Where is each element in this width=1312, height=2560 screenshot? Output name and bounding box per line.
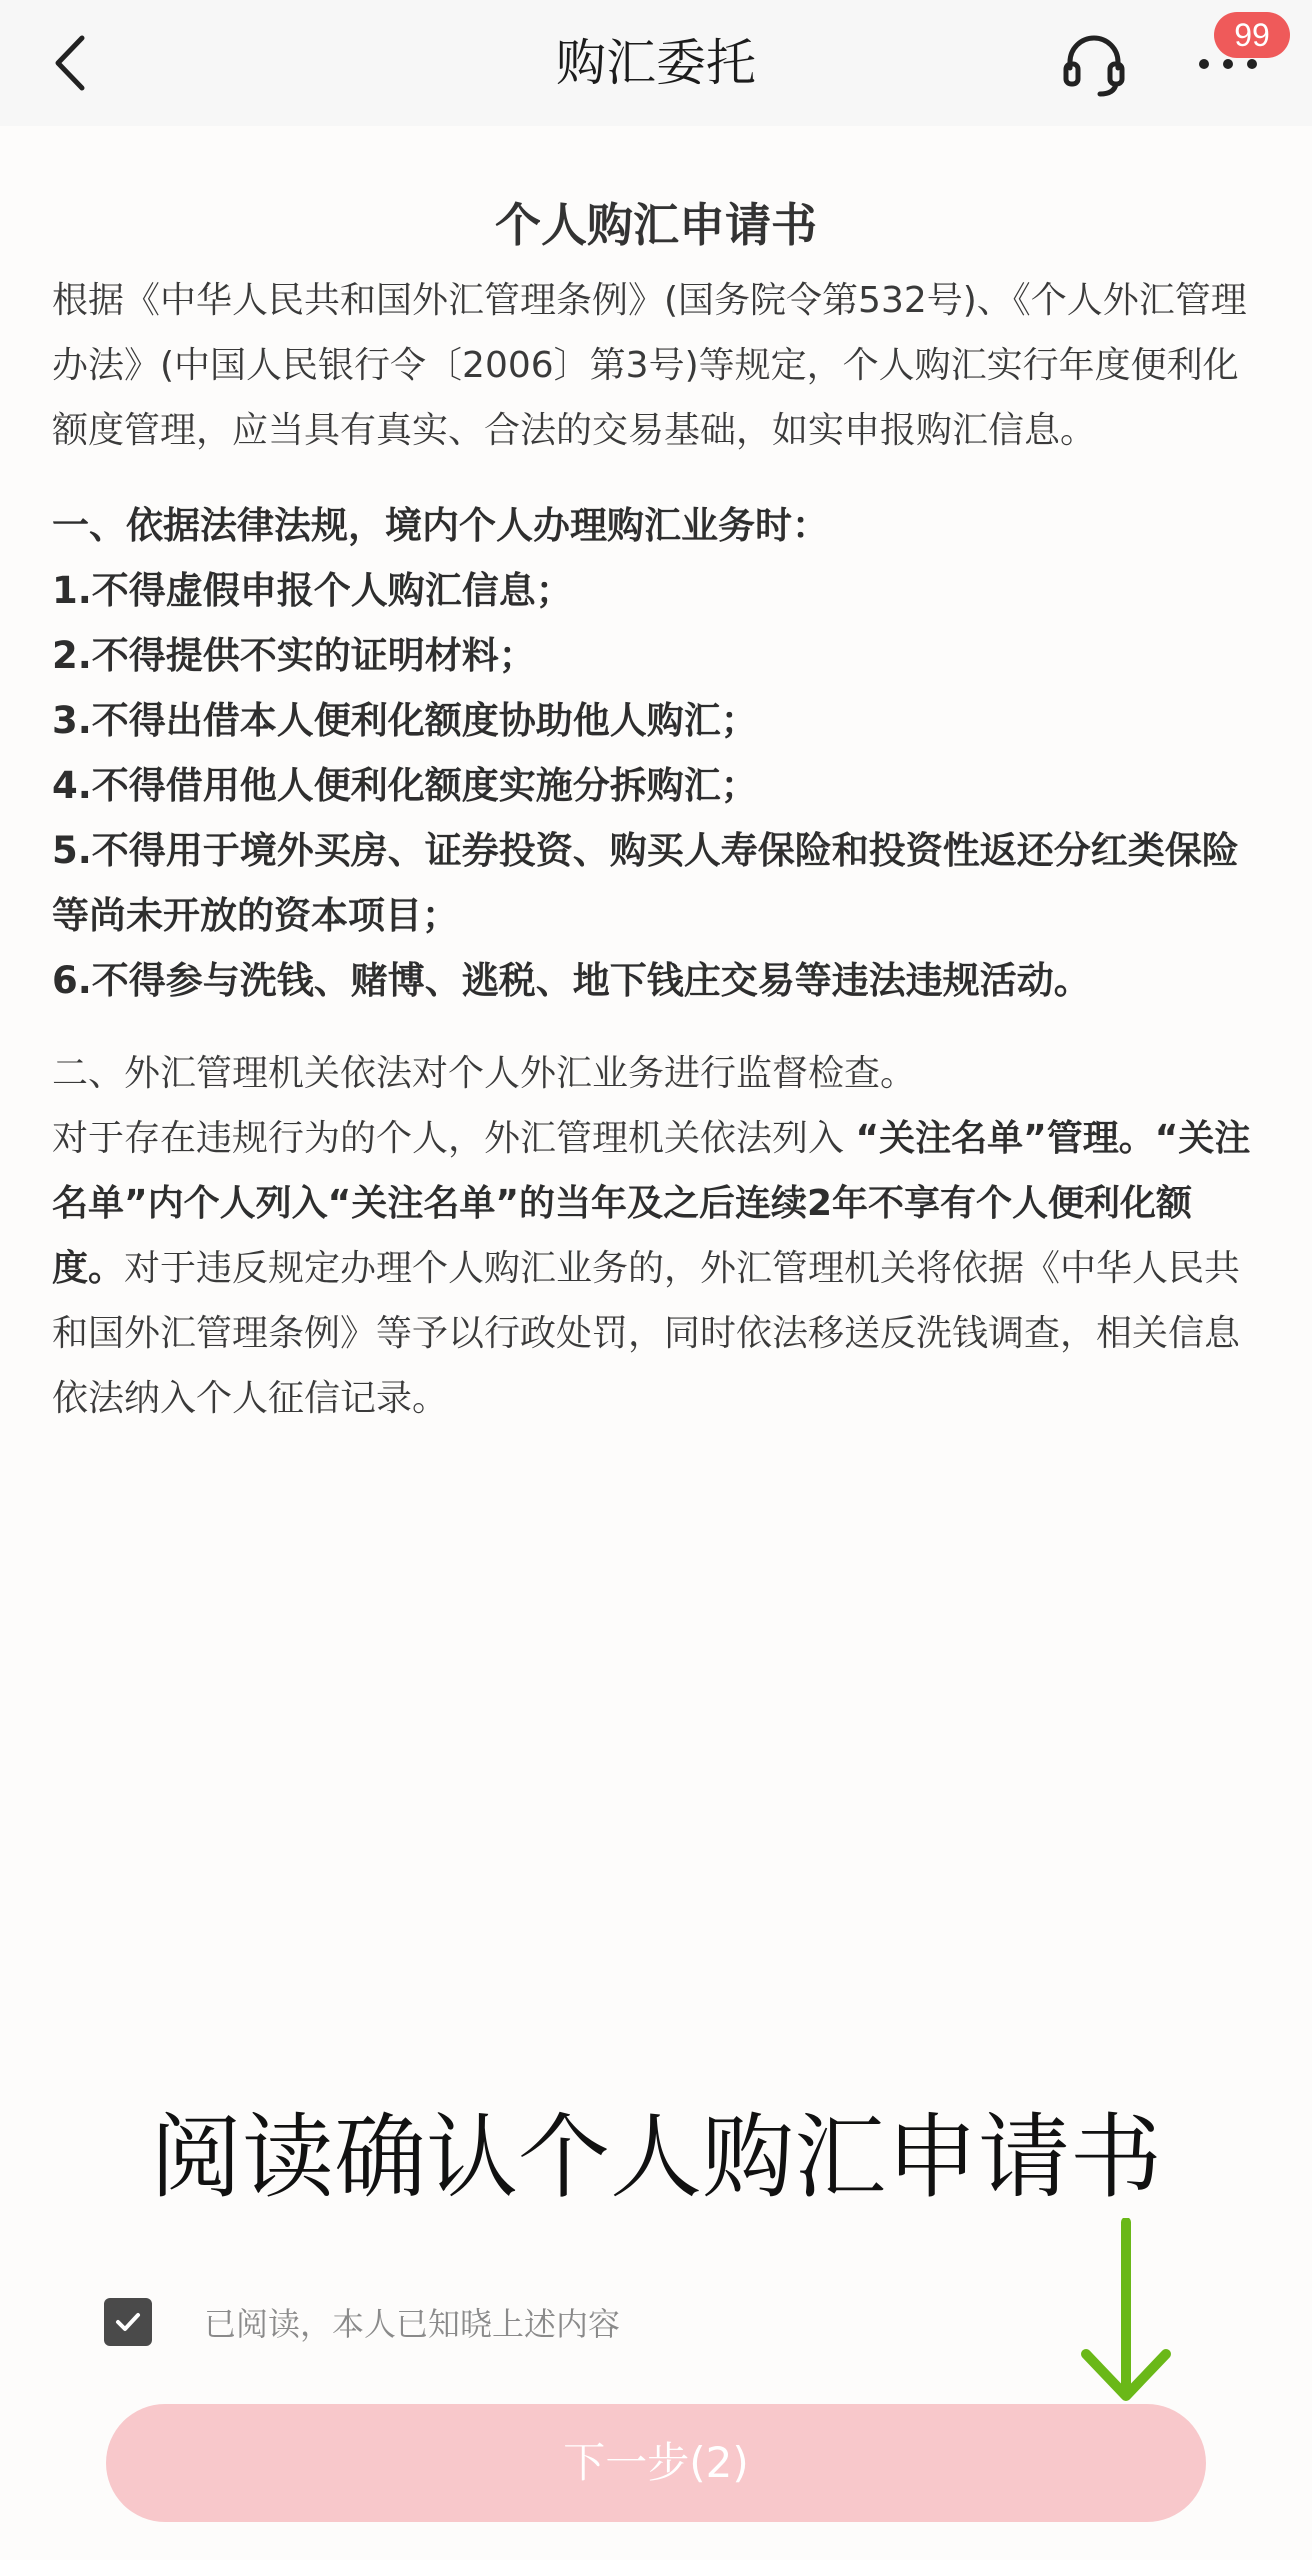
section-2: [52, 1041, 1260, 1431]
section-1: [52, 493, 1260, 1013]
section-2-heading: 二、外汇管理机关依法对个人外汇业务进行监督检查。: [52, 1053, 917, 1094]
agreement-row[interactable]: [104, 2296, 620, 2348]
customer-service-icon[interactable]: [1060, 30, 1128, 98]
agree-label: 已阅读，本人已知晓上述内容: [204, 2305, 621, 2343]
top-nav-bar: [0, 0, 1312, 126]
notification-badge: 99: [1214, 12, 1290, 58]
rule-item: 3.不得出借本人便利化额度协助他人购汇；: [52, 699, 758, 742]
section-2-text-b: 对于违反规定办理个人购汇业务的，外汇管理机关将依据《中华人民共和国外汇管理条例》等予以行政处罚，同时依法移送反洗钱调查，相关信息依法纳入个人征信记录。: [52, 1248, 1241, 1419]
intro-paragraph: 根据《中华人民共和国外汇管理条例》(国务院令第532号)、《个人外汇管理办法》(中国人民银行令〔2006〕第3号)等规定，个人购汇实行年度便利化额度管理，应当具有真实、合法的交易基础，如实申报购汇信息。: [52, 280, 1247, 451]
section-2-paragraph: [52, 1106, 1260, 1431]
rule-item: 1.不得虚假申报个人购汇信息；: [52, 569, 573, 612]
rule-item: 4.不得借用他人便利化额度实施分拆购汇；: [52, 764, 758, 807]
document-title: 个人购汇申请书: [495, 198, 817, 252]
application-document: [52, 190, 1260, 1431]
rule-item: 5.不得用于境外买房、证券投资、购买人寿保险和投资性返还分红类保险等尚未开放的资本项目；: [52, 829, 1239, 937]
section-2-text-a: 对于存在违规行为的个人，外汇管理机关依法列入: [52, 1118, 856, 1159]
page-title: 购汇委托: [556, 34, 756, 92]
rule-item: 2.不得提供不实的证明材料；: [52, 634, 536, 677]
watchlist-notice: “关注名单”管理。“关注名单”内个人列入“关注名单”的当年及之后连续2年不享有个人便利化额度。: [52, 1118, 1251, 1289]
arrow-down-icon: [1076, 2218, 1176, 2408]
checkmark-icon: [113, 2307, 143, 2337]
agree-checkbox[interactable]: [104, 2298, 152, 2346]
next-step-button[interactable]: 下一步(2): [106, 2404, 1206, 2522]
rule-item: 6.不得参与洗钱、赌博、逃税、地下钱庄交易等违法违规活动。: [52, 959, 1091, 1002]
annotation-caption: 阅读确认个人购汇申请书: [149, 2104, 1162, 2211]
section-1-heading: 一、依据法律法规，境内个人办理购汇业务时：: [52, 504, 829, 547]
